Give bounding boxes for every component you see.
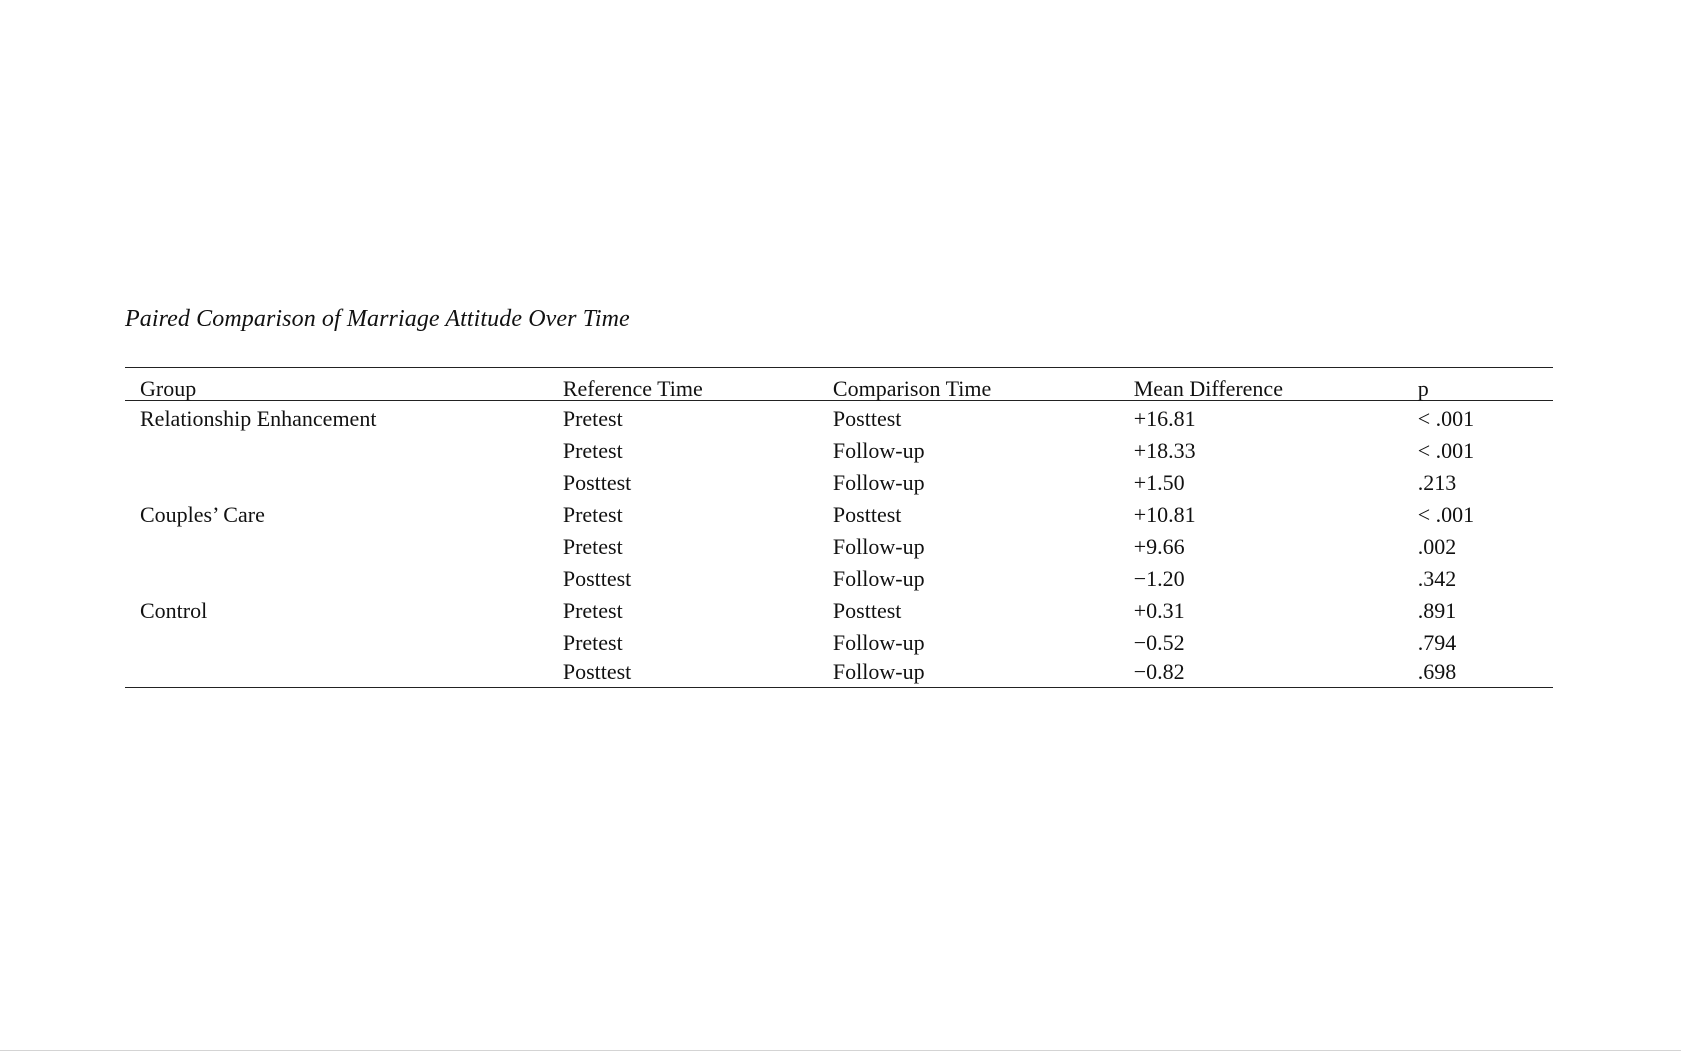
cell-mean-difference: +10.81 <box>1133 502 1196 527</box>
cell-comparison-time: Follow-up <box>833 659 1134 688</box>
cell-p-value: .002 <box>1417 534 1457 559</box>
table-row <box>125 659 1553 688</box>
header-reference-time: Reference Time <box>563 368 833 401</box>
cell-mean-difference: −0.52 <box>1133 630 1185 655</box>
cell-group <box>125 531 563 563</box>
cell-mean-difference: −0.82 <box>1134 659 1418 688</box>
cell-reference-time: Pretest <box>562 534 623 559</box>
cell-group <box>125 659 563 688</box>
table-row <box>125 595 1553 627</box>
cell-comparison-time: Follow-up <box>832 534 925 559</box>
cell-mean-difference: −1.20 <box>1133 566 1185 591</box>
paired-comparison-table <box>125 367 1553 688</box>
cell-reference-time: Pretest <box>562 406 623 431</box>
table-row <box>125 401 1553 436</box>
header-row <box>125 368 1553 401</box>
cell-reference-time: Posttest <box>563 659 833 688</box>
cell-group: Relationship Enhancement <box>140 406 377 431</box>
table-row <box>125 531 1553 563</box>
cell-p-value: .698 <box>1418 659 1553 688</box>
table-caption: Paired Comparison of Marriage Attitude Over Time <box>125 306 630 332</box>
table-row <box>125 627 1553 659</box>
cell-p-value: .891 <box>1417 598 1457 623</box>
cell-mean-difference: +18.33 <box>1133 438 1196 463</box>
cell-reference-time: Posttest <box>562 470 632 495</box>
table-row <box>125 563 1553 595</box>
cell-reference-time: Pretest <box>562 438 623 463</box>
cell-p-value: < .001 <box>1417 502 1475 527</box>
cell-group <box>125 467 563 499</box>
table-header <box>125 368 1553 401</box>
table-row <box>125 499 1553 531</box>
cell-group: Control <box>140 598 208 623</box>
cell-p-value: .213 <box>1417 470 1457 495</box>
cell-comparison-time: Follow-up <box>832 438 925 463</box>
cell-comparison-time: Follow-up <box>832 566 925 591</box>
cell-p-value: < .001 <box>1417 406 1475 431</box>
cell-comparison-time: Follow-up <box>832 630 925 655</box>
cell-comparison-time: Follow-up <box>832 470 925 495</box>
table-body <box>125 401 1553 688</box>
cell-mean-difference: +0.31 <box>1133 598 1185 623</box>
cell-comparison-time: Posttest <box>832 502 902 527</box>
header-group: Group <box>125 368 563 401</box>
cell-reference-time: Pretest <box>562 502 623 527</box>
cell-p-value: < .001 <box>1417 438 1475 463</box>
header-mean-difference: Mean Difference <box>1134 368 1418 401</box>
cell-mean-difference: +9.66 <box>1133 534 1185 559</box>
header-comparison-time: Comparison Time <box>833 368 1134 401</box>
cell-reference-time: Pretest <box>562 598 623 623</box>
cell-group <box>125 563 563 595</box>
cell-group <box>125 435 563 467</box>
cell-mean-difference: +16.81 <box>1133 406 1196 431</box>
cell-reference-time: Posttest <box>562 566 632 591</box>
header-p-value: p <box>1418 368 1553 401</box>
cell-group <box>125 627 563 659</box>
cell-p-value: .794 <box>1417 630 1457 655</box>
table-row <box>125 467 1553 499</box>
cell-reference-time: Pretest <box>562 630 623 655</box>
page-bottom-divider <box>0 1050 1681 1051</box>
table-row <box>125 435 1553 467</box>
cell-mean-difference: +1.50 <box>1133 470 1185 495</box>
cell-p-value: .342 <box>1417 566 1457 591</box>
cell-comparison-time: Posttest <box>832 406 902 431</box>
cell-comparison-time: Posttest <box>832 598 902 623</box>
cell-group: Couples’ Care <box>140 502 265 527</box>
